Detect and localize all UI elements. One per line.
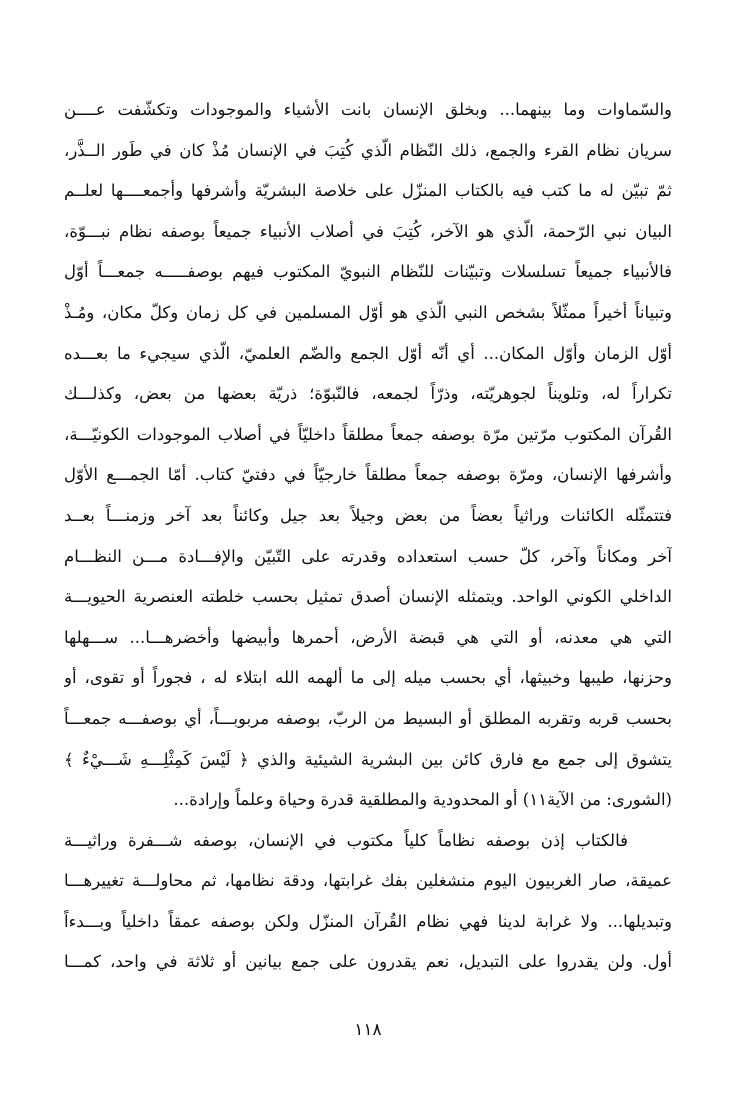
text-line: الداخلي الكوني الواحد. ويتمثله الإنسان أصدق تمثيل بحسب خلطته العنصرية الحيويـــة (64, 587, 672, 607)
text-line: أول. ولن يقدروا على التبديل، نعم يقدرون على جمع بيانين أو ثلاثة في واحد، كمـــا (64, 952, 672, 972)
text-line: عميقة، صار الغربيون اليوم منشغلين بفك غرابتها، ودقة نظامها، ثم محاولـــة تغييرهـــا (64, 871, 672, 891)
text-line: بحسب قربه وتقربه المطلق أو البسيط من الربّ، بوصفه مربوبـــاً، أي بوصفـــه جمعـــاً (64, 708, 672, 728)
text-line: فالأنبياء جميعاً تسلسلات وتبيّنات للنّظام النبويّ المكتوب فيهم بوصفـــــه جمعـــاً أوّل (64, 262, 672, 282)
text-line: وتبياناً أخيراً ممثّلاً بشخص النبي الّذي هو أوّل المسلمين في كل زمان وكلّ مكان، ومُـذْ (64, 302, 672, 322)
text-line: ثمّ تبيّن له ما كتب فيه بالكتاب المنزّل على خلاصة البشريّة وأشرفها وأجمعــــها لعلــم (64, 181, 672, 201)
text-line: القُرآن المكتوب مرّتين مرّة بوصفه جمعاً مطلقاً داخليّاً في أصلاب الموجودات الكونيّـــة، (64, 424, 672, 444)
text-line: أوّل الزمان وأوّل المكان... أي أنّه أوّل الجمع والضّم العلميّ، الّذي سيجيء ما بعـــده (64, 343, 672, 363)
text-line: وتبديلها... ولا غرابة لدينا فهي نظام القُرآن المنزّل ولكن بوصفه عمقاً داخلياً وبـــدءاً (64, 911, 672, 931)
text-line: وأشرفها الإنسان، ومرّة بوصفه جمعاً مطلقاً خارجيّاً في دفتيّ كتاب. أمّا الجمـــع الأوّل (64, 465, 672, 485)
text-line: سريان نظام القرء والجمع، ذلك النّظام الّذي كُتِبَ في الإنسان مُذْ كان في طَور الــذَّر، (64, 140, 672, 160)
text-line: وحزنها، طيبها وخبيثها، أي بحسب ميله إلى ما ألهمه الله ابتلاء له ، فجوراً أو تقوى، أو (64, 668, 672, 688)
text-line: التي هي معدنه، أو التي هي قبضة الأرض، أحمرها وأبيضها وأخضرهـــا... ســـهلها (64, 627, 672, 647)
text-line: آخر ومكاناً وآخر، كلّ حسب استعداده وقدرته على التّبيّن والإفـــادة مـــن النظـــام (64, 546, 672, 566)
text-line: والسّماوات وما بينهما... وبخلق الإنسان بانت الأشياء والموجودات وتكشّفت عــــن (64, 100, 672, 119)
text-line: (الشورى: من الآية١١) أو المحدودية والمطلقية قدرة وحياة وعلماً وإرادة... (173, 790, 672, 810)
text-line: البيان نبي الرّحمة، الّذي هو الآخر، كُتِبَ في أصلاب الأنبياء جميعاً بوصفه نظام نبـــوّة، (64, 221, 672, 241)
text-line: يتشوق إلى جمع مع فارق كائن بين البشرية الشيئية والذي ﴿ لَيْسَ كَمِثْلِـــهِ شَـــيْءٌ ﴾ (64, 749, 672, 769)
text-line: تكراراً له، وتلويناً لجوهريّته، وذرّاً لجمعه، فالنّبوّة؛ ذريّة بعضها من بعض، وكذلـــك (64, 384, 672, 404)
body-text (64, 90, 672, 983)
text-line: فالكتاب إذن بوصفه نظاماً كلياً مكتوب في الإنسان، بوصفه شـــفرة وراثيـــة (64, 830, 628, 850)
page-number: ١١٨ (354, 1020, 382, 1040)
text-line: فتتمثّله الكائنات وراثياً بعضاً من بعض وجيلاً بعد جيل وكائناً بعد آخر وزمنـــاً بعــد (64, 505, 672, 525)
